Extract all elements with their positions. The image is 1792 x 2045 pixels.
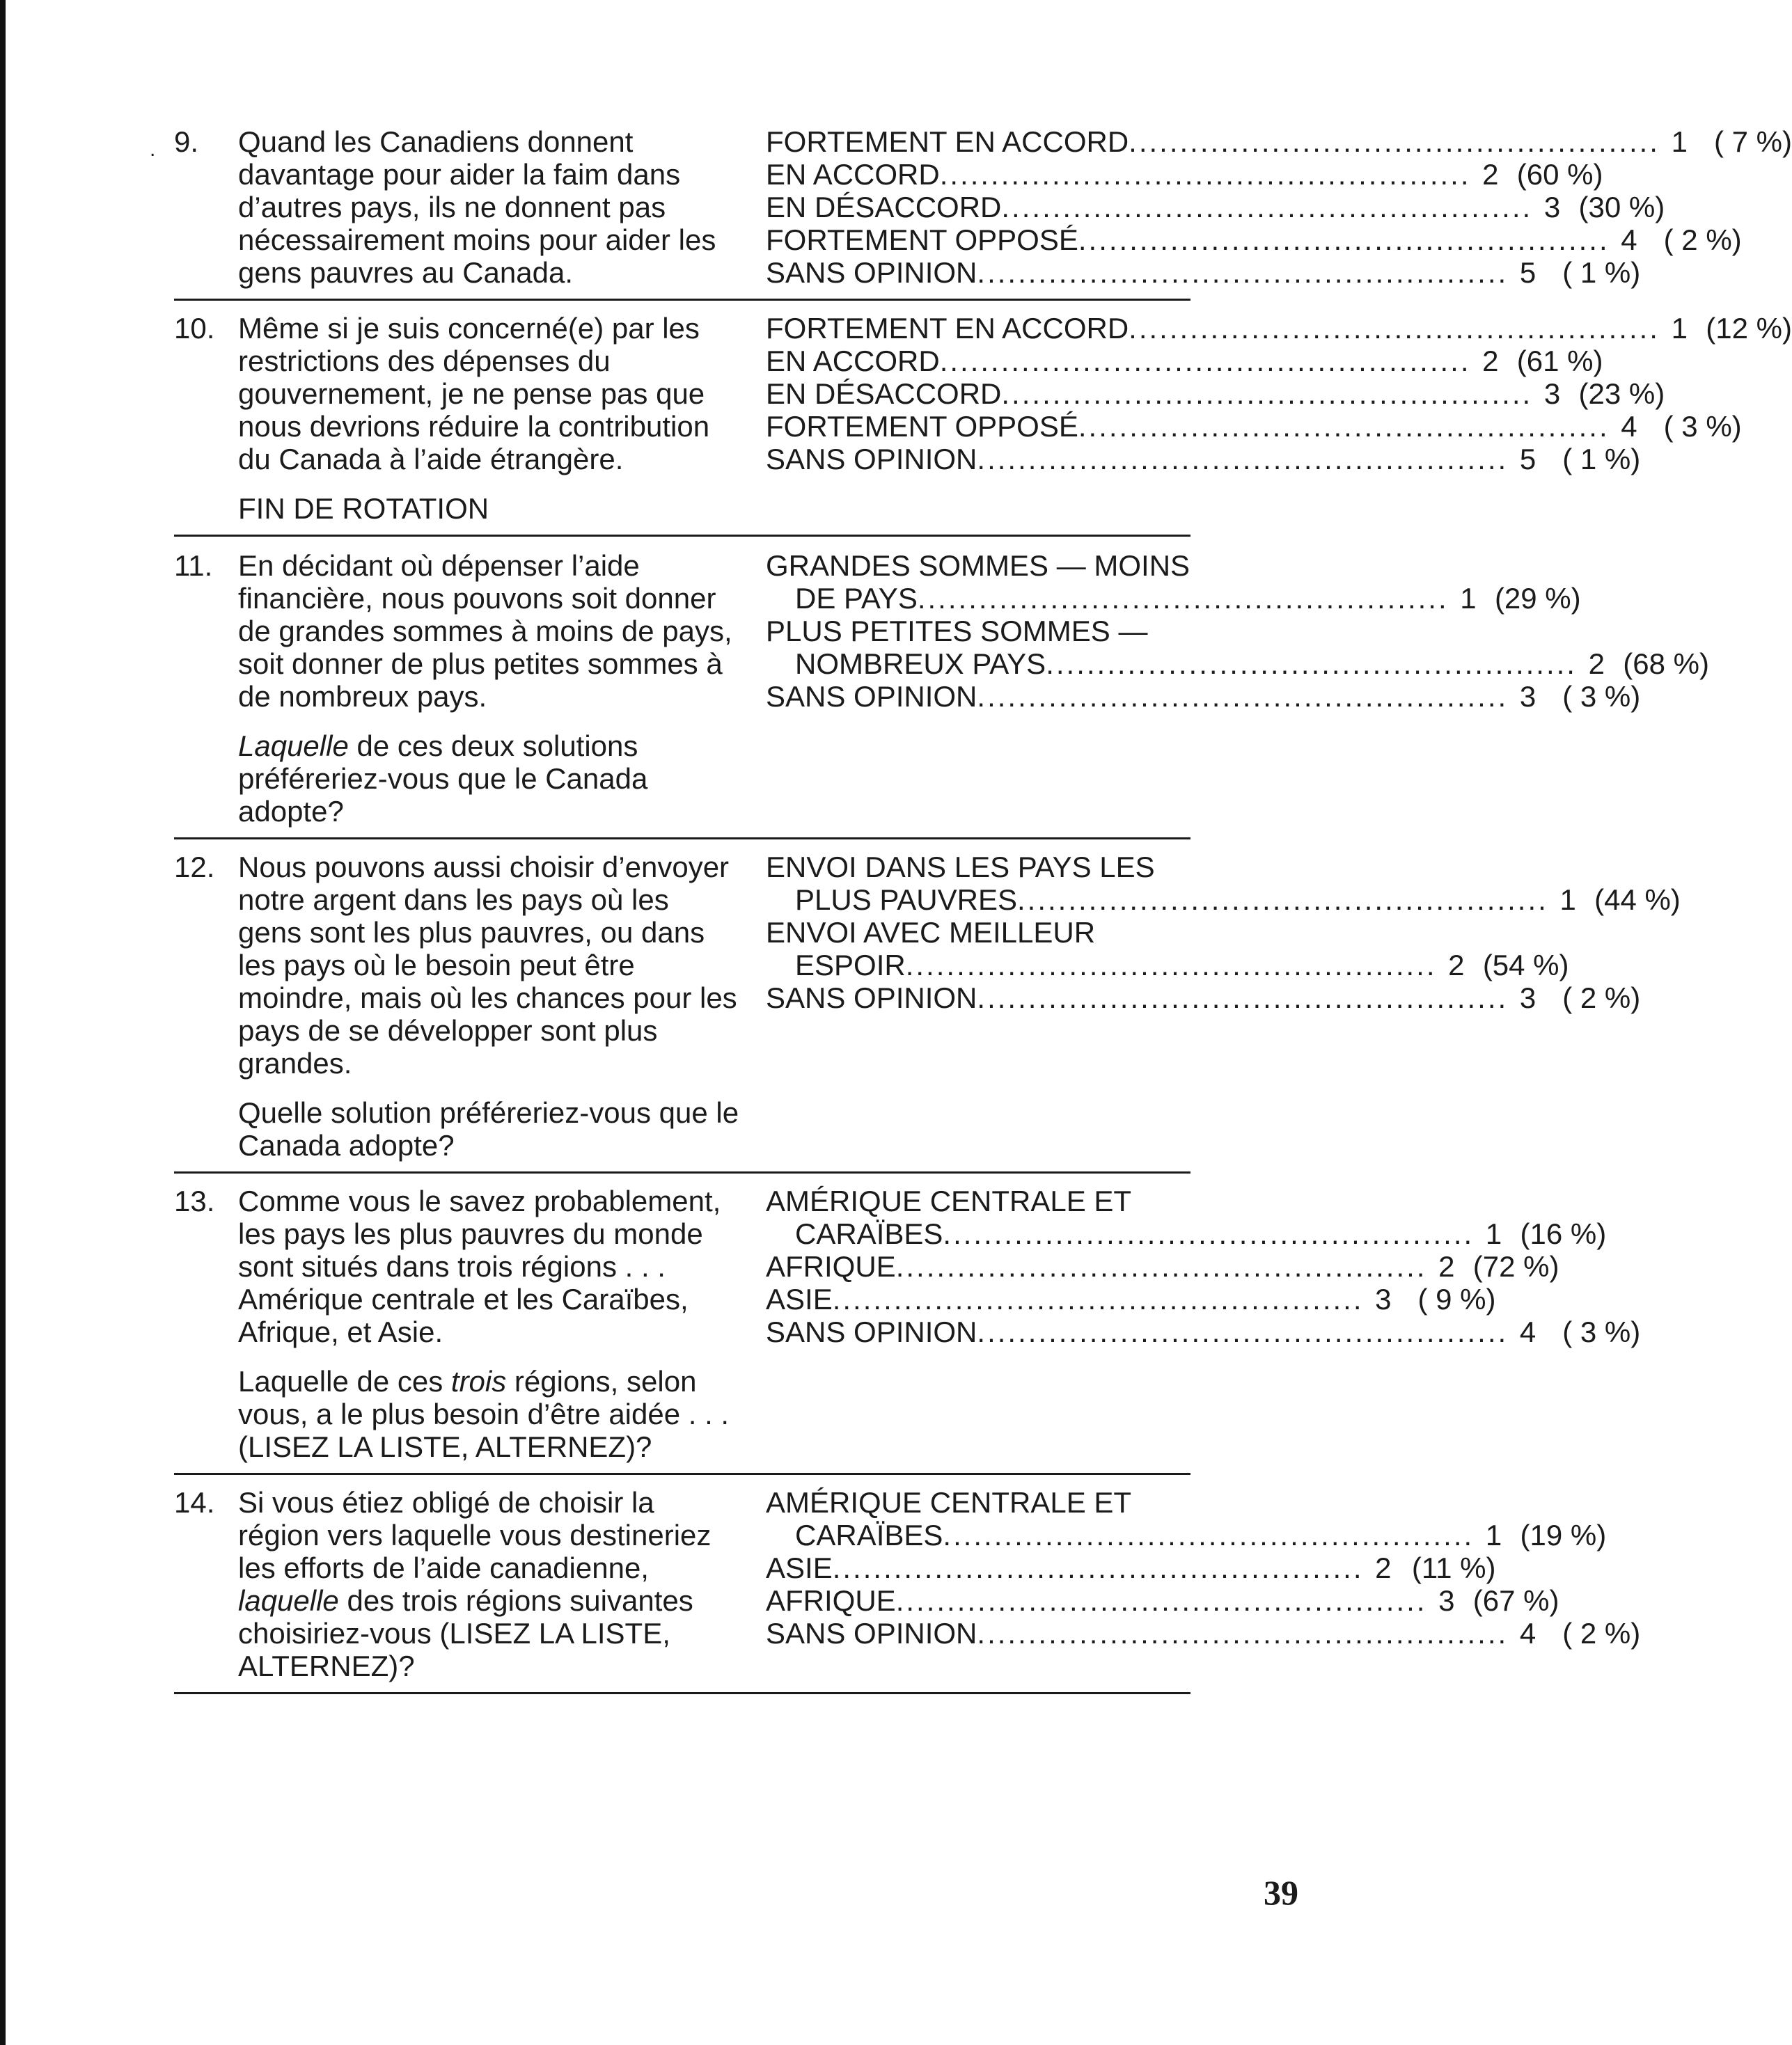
- answer-code: 1: [1671, 125, 1688, 158]
- prompt-start: Laquelle de ces: [238, 1365, 451, 1398]
- question-text: [238, 1185, 739, 1463]
- answer-label: AFRIQUE: [766, 1584, 896, 1617]
- section-divider: [174, 299, 1190, 301]
- section-divider: [174, 535, 1190, 537]
- answer-code: 1: [1671, 312, 1688, 345]
- answer-percent: (29 %): [1494, 582, 1581, 615]
- answer-percent: ( 1 %): [1562, 443, 1641, 475]
- section-divider: [174, 1171, 1190, 1174]
- prompt-start: Si vous étiez obligé de choisir la région vers laquelle vous destineriez les efforts de l’aide canadienne,: [238, 1486, 712, 1584]
- answer-label: ASIE: [766, 1283, 833, 1316]
- answer-percent: (11 %): [1411, 1551, 1496, 1584]
- answer-row: [766, 345, 1603, 377]
- answer-label: CARAÏBES: [795, 1519, 943, 1551]
- answer-label: SANS OPINION: [766, 256, 977, 289]
- answer-percent: ( 3 %): [1562, 680, 1641, 713]
- section-divider: [174, 1473, 1190, 1475]
- answer-row: [766, 1316, 1641, 1348]
- answer-label: SANS OPINION: [766, 443, 977, 475]
- answer-row: [766, 883, 1681, 916]
- answer-row: [766, 1185, 1323, 1217]
- answer-code: 1: [1559, 883, 1576, 916]
- answer-code: 3: [1543, 377, 1561, 410]
- question-13: [174, 1178, 1641, 1463]
- leader-dots: ....................................................: [977, 256, 1509, 289]
- leader-dots: ....................................................: [905, 949, 1437, 981]
- leader-dots: ....................................................: [1078, 410, 1610, 443]
- page-binding-edge: [0, 0, 6, 2045]
- question-prompt: [238, 729, 739, 828]
- answer-code: 4: [1621, 223, 1637, 256]
- answer-code: 1: [1485, 1217, 1502, 1250]
- question-paragraph: En décidant où dépenser l’aide financière, nous pouvons soit donner de grandes sommes à moins de pays, soit donner de plus petites sommes à de nombreux pays.: [238, 549, 732, 713]
- answer-row: [766, 312, 1792, 345]
- section-divider: [174, 837, 1190, 839]
- answer-percent: (67 %): [1472, 1584, 1559, 1617]
- question-number: 9.: [174, 125, 199, 158]
- rotation-note: FIN DE ROTATION: [238, 492, 489, 525]
- answer-row: [766, 949, 1569, 981]
- answer-code: 3: [1519, 981, 1536, 1014]
- question-prompt: Quelle solution préféreriez-vous que le Canada adopte?: [238, 1096, 739, 1162]
- answer-label: EN ACCORD: [766, 345, 940, 377]
- question-10: [174, 305, 1792, 525]
- question-prompt: [238, 1365, 739, 1463]
- margin-dot: .: [150, 138, 156, 161]
- answer-percent: ( 3 %): [1562, 1316, 1641, 1348]
- answer-code: 4: [1519, 1617, 1536, 1650]
- answer-percent: ( 2 %): [1663, 223, 1742, 256]
- answer-row: [766, 1250, 1559, 1283]
- answer-percent: (12 %): [1706, 312, 1792, 345]
- answer-row: [766, 191, 1665, 223]
- answer-label: FORTEMENT OPPOSÉ: [766, 223, 1078, 256]
- leader-dots: ....................................................: [895, 1584, 1427, 1617]
- leader-dots: ....................................................: [977, 443, 1509, 475]
- question-number: 13.: [174, 1185, 215, 1217]
- answer-row: [766, 981, 1641, 1014]
- answer-row: [766, 1217, 1607, 1250]
- answer-list: [766, 125, 1792, 289]
- answer-row: [766, 647, 1709, 680]
- answer-row: [766, 680, 1641, 713]
- question-text: [238, 125, 739, 289]
- answer-row: [766, 1584, 1559, 1617]
- leader-dots: ....................................................: [1078, 223, 1610, 256]
- leader-dots: ....................................................: [977, 981, 1509, 1014]
- leader-dots: ....................................................: [1001, 377, 1533, 410]
- answer-percent: (68 %): [1623, 647, 1709, 680]
- leader-dots: ....................................................: [1129, 312, 1660, 345]
- answer-label: NOMBREUX PAYS: [795, 647, 1046, 680]
- answer-code: 1: [1485, 1519, 1502, 1551]
- answer-label: EN DÉSACCORD: [766, 377, 1002, 410]
- answer-row: [766, 1486, 1323, 1519]
- question-12: [174, 844, 1681, 1162]
- answer-label: FORTEMENT EN ACCORD: [766, 125, 1129, 158]
- prompt-rest: des trois régions suivantes choisiriez-vous (LISEZ LA LISTE, ALTERNEZ)?: [238, 1584, 693, 1682]
- question-number: 11.: [174, 549, 213, 582]
- prompt-rest: de ces deux solutions préféreriez-vous que le Canada adopte?: [238, 729, 648, 828]
- answer-label: EN DÉSACCORD: [766, 191, 1002, 223]
- leader-dots: ....................................................: [939, 158, 1471, 191]
- question-text: [238, 851, 739, 1162]
- answer-label: ENVOI AVEC MEILLEUR: [766, 916, 1096, 949]
- answer-row: [766, 443, 1641, 475]
- answer-code: 2: [1482, 158, 1499, 191]
- answer-label: ASIE: [766, 1551, 833, 1584]
- answer-label: DE PAYS: [795, 582, 918, 615]
- answer-percent: ( 3 %): [1663, 410, 1742, 443]
- answer-percent: ( 2 %): [1562, 1617, 1641, 1650]
- answer-row: [766, 916, 1323, 949]
- leader-dots: ....................................................: [977, 1617, 1509, 1650]
- answer-percent: (23 %): [1578, 377, 1665, 410]
- answer-row: [766, 851, 1323, 883]
- question-paragraph: Quand les Canadiens donnent davantage pour aider la faim dans d’autres pays, ils ne donnent pas nécessairement moins pour aider les gens pauvres au Canada.: [238, 125, 716, 289]
- answer-code: 3: [1519, 680, 1536, 713]
- answer-row: [766, 549, 1323, 582]
- leader-dots: ....................................................: [943, 1217, 1475, 1250]
- answer-label: SANS OPINION: [766, 1316, 977, 1348]
- answer-label: AFRIQUE: [766, 1250, 896, 1283]
- answer-code: 5: [1519, 443, 1536, 475]
- answer-row: [766, 615, 1323, 647]
- answer-percent: (16 %): [1520, 1217, 1607, 1250]
- question-number: 10.: [174, 312, 215, 345]
- answer-label: GRANDES SOMMES — MOINS: [766, 549, 1190, 582]
- leader-dots: ....................................................: [1017, 883, 1548, 916]
- questionnaire-page: [174, 125, 1792, 1698]
- emphasis: trois: [450, 1365, 507, 1398]
- question-14: [174, 1479, 1641, 1682]
- leader-dots: ....................................................: [977, 680, 1509, 713]
- answer-row: [766, 377, 1665, 410]
- answer-row: [766, 1551, 1496, 1584]
- answer-label: PLUS PETITES SOMMES —: [766, 615, 1148, 647]
- answer-label: ESPOIR: [795, 949, 906, 981]
- question-9: [174, 125, 1792, 289]
- answer-label: AMÉRIQUE CENTRALE ET: [766, 1486, 1132, 1519]
- leader-dots: ....................................................: [832, 1551, 1364, 1584]
- answer-percent: ( 2 %): [1562, 981, 1641, 1014]
- leader-dots: ....................................................: [1046, 647, 1577, 680]
- answer-code: 3: [1438, 1584, 1455, 1617]
- answer-code: 5: [1519, 256, 1536, 289]
- question-paragraph: Nous pouvons aussi choisir d’envoyer notre argent dans les pays où les gens sont les plus pauvres, ou dans les pays où le besoin peut être moindre, mais où les chances pour les pays de se développer sont plus grandes.: [238, 851, 737, 1080]
- answer-code: 3: [1375, 1283, 1392, 1316]
- answer-label: ENVOI DANS LES PAYS LES: [766, 851, 1155, 883]
- answer-code: 4: [1519, 1316, 1536, 1348]
- question-prompt: [238, 1486, 739, 1682]
- answer-label: EN ACCORD: [766, 158, 940, 191]
- emphasis: Laquelle: [238, 729, 349, 762]
- answer-code: 2: [1482, 345, 1499, 377]
- answer-percent: (19 %): [1520, 1519, 1607, 1551]
- answer-row: [766, 256, 1641, 289]
- leader-dots: ....................................................: [977, 1316, 1509, 1348]
- answer-list: [766, 851, 1681, 1014]
- answer-percent: (72 %): [1472, 1250, 1559, 1283]
- answer-row: [766, 125, 1792, 158]
- answer-code: 2: [1438, 1250, 1455, 1283]
- answer-list: [766, 1486, 1641, 1650]
- answer-label: SANS OPINION: [766, 981, 977, 1014]
- answer-label: FORTEMENT OPPOSÉ: [766, 410, 1078, 443]
- answer-list: [766, 549, 1709, 713]
- leader-dots: ....................................................: [939, 345, 1471, 377]
- answer-percent: ( 1 %): [1562, 256, 1641, 289]
- answer-code: 2: [1375, 1551, 1392, 1584]
- answer-percent: (60 %): [1516, 158, 1603, 191]
- section-divider: [174, 1692, 1190, 1694]
- answer-percent: (44 %): [1594, 883, 1681, 916]
- emphasis: laquelle: [238, 1584, 339, 1617]
- answer-list: [766, 1185, 1641, 1348]
- answer-label: AMÉRIQUE CENTRALE ET: [766, 1185, 1132, 1217]
- answer-percent: (54 %): [1482, 949, 1569, 981]
- question-number: 12.: [174, 851, 215, 883]
- answer-row: [766, 223, 1742, 256]
- answer-code: 2: [1588, 647, 1605, 680]
- answer-row: [766, 1283, 1496, 1316]
- answer-code: 2: [1448, 949, 1465, 981]
- leader-dots: ....................................................: [943, 1519, 1475, 1551]
- question-paragraph: Même si je suis concerné(e) par les restrictions des dépenses du gouvernement, je ne pense pas que nous devrions réduire la contribution du Canada à l’aide étrangère.: [238, 312, 710, 475]
- leader-dots: ....................................................: [832, 1283, 1364, 1316]
- answer-code: 3: [1543, 191, 1561, 223]
- answer-percent: (30 %): [1578, 191, 1665, 223]
- answer-row: [766, 582, 1581, 615]
- question-text: [238, 1486, 739, 1682]
- answer-row: [766, 410, 1742, 443]
- answer-row: [766, 1519, 1607, 1551]
- answer-list: [766, 312, 1792, 475]
- answer-row: [766, 158, 1603, 191]
- answer-percent: (61 %): [1516, 345, 1603, 377]
- question-text: [238, 549, 739, 828]
- question-number: 14.: [174, 1486, 215, 1519]
- leader-dots: ....................................................: [917, 582, 1449, 615]
- answer-percent: ( 9 %): [1417, 1283, 1496, 1316]
- answer-code: 4: [1621, 410, 1637, 443]
- answer-label: FORTEMENT EN ACCORD: [766, 312, 1129, 345]
- answer-label: SANS OPINION: [766, 680, 977, 713]
- answer-label: CARAÏBES: [795, 1217, 943, 1250]
- question-11: [174, 541, 1709, 828]
- question-paragraph: Comme vous le savez probablement, les pays les plus pauvres du monde sont situés dans trois régions . . . Amérique centrale et les Caraïbes, Afrique, et Asie.: [238, 1185, 721, 1348]
- prompt-rest: régions, selon vous, a le plus besoin d’être aidée . . . (LISEZ LA LISTE, ALTERNEZ)?: [238, 1365, 730, 1463]
- answer-label: SANS OPINION: [766, 1617, 977, 1650]
- page-number: 39: [1264, 1873, 1298, 1912]
- leader-dots: ....................................................: [1001, 191, 1533, 223]
- question-text: [238, 312, 739, 525]
- leader-dots: ....................................................: [895, 1250, 1427, 1283]
- leader-dots: ....................................................: [1129, 125, 1660, 158]
- answer-label: PLUS PAUVRES: [795, 883, 1017, 916]
- answer-row: [766, 1617, 1641, 1650]
- answer-code: 1: [1460, 582, 1477, 615]
- answer-percent: ( 7 %): [1713, 125, 1792, 158]
